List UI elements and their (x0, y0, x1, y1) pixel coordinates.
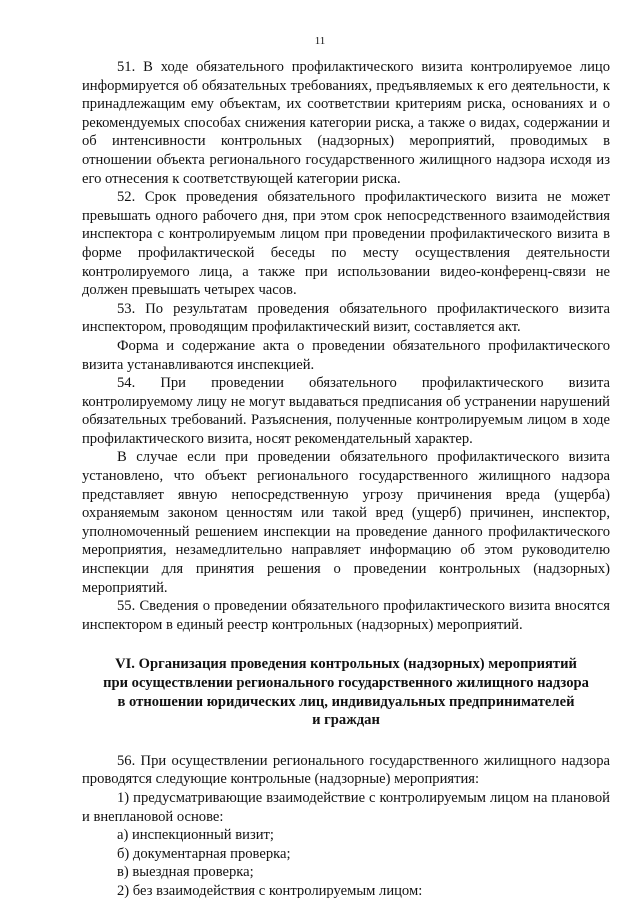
document-body (82, 58, 610, 901)
list-item-2: 2) без взаимодействия с контролируемым лицом: (117, 882, 423, 899)
paragraph-54-threat: В случае если при проведении обязательного профилактического визита установлено, что объект регионального государственного жилищного надзора представляет явную непосредственную угрозу причинения вреда (ущерба) охраняемым законом ценностям или такой вред (ущерб) причинен, инспектор, уполномоченный решением инспекции на проведение данного профилактического мероприятия, незамедлительно направляет информацию об этом руководителю инспекции для принятия решения о проведении контрольных (надзорных) мероприятий. (82, 449, 610, 596)
page-number: 11 (314, 35, 326, 47)
list-item-1a: а) инспекционный визит; (117, 827, 274, 844)
paragraph-53: 53. По результатам проведения обязательного профилактического визита инспектором, проводящим профилактический визит, составляется акт. (82, 300, 610, 336)
paragraph-53-form: Форма и содержание акта о проведении обязательного профилактического визита устанавливаются инспекцией. (82, 337, 610, 373)
list-item-1c: в) выездная проверка; (117, 864, 254, 881)
paragraph-56: 56. При осуществлении регионального государственного жилищного надзора проводятся следующие контрольные (надзорные) мероприятия: (82, 752, 610, 788)
section-heading-line-2: при осуществлении регионального государственного жилищного надзора (103, 675, 589, 691)
list-item-1: 1) предусматривающие взаимодействие с контролируемым лицом на плановой и внеплановой основе: (82, 789, 610, 825)
section-heading (82, 655, 610, 729)
list-item-1b: б) документарная проверка; (117, 845, 291, 862)
section-heading-line-1: VI. Организация проведения контрольных (надзорных) мероприятий (115, 656, 577, 673)
paragraph-51: 51. В ходе обязательного профилактического визита контролируемое лицо информируется об обязательных требованиях, предъявляемых к его деятельности, к принадлежащим ему объектам, их соответствии критериям риска, основаниях и о рекомендуемых способах снижения категории риска, а также о видах, содержании и об интенсивности контрольных (надзорных) мероприятий, проводимых в отношении объекта регионального государственного жилищного надзора исходя из его отнесения к соответствующей категории риска. (82, 59, 610, 187)
paragraph-52: 52. Срок проведения обязательного профилактического визита не может превышать одного рабочего дня, при этом срок непосредственного взаимодействия инспектора с контролируемым лицом при проведении профилактического визита в форме профилактической беседы по месту осуществления деятельности контролируемого лица, а также при использовании видео-конференц-связи не должен превышать четырех часов. (82, 189, 610, 299)
section-heading-line-4: и граждан (312, 712, 380, 729)
paragraph-54: 54. При проведении обязательного профилактического визита контролируемому лицу не могут выдаваться предписания об устранении нарушений обязательных требований. Разъяснения, полученные контролируемым лицом в ходе профилактического визита, носят рекомендательный характер. (82, 375, 610, 447)
section-heading-line-3: в отношении юридических лиц, индивидуальных предпринимателей (117, 693, 575, 710)
paragraph-55: 55. Сведения о проведении обязательного профилактического визита вносятся инспектором в единый реестр контрольных (надзорных) мероприятий. (82, 598, 610, 633)
